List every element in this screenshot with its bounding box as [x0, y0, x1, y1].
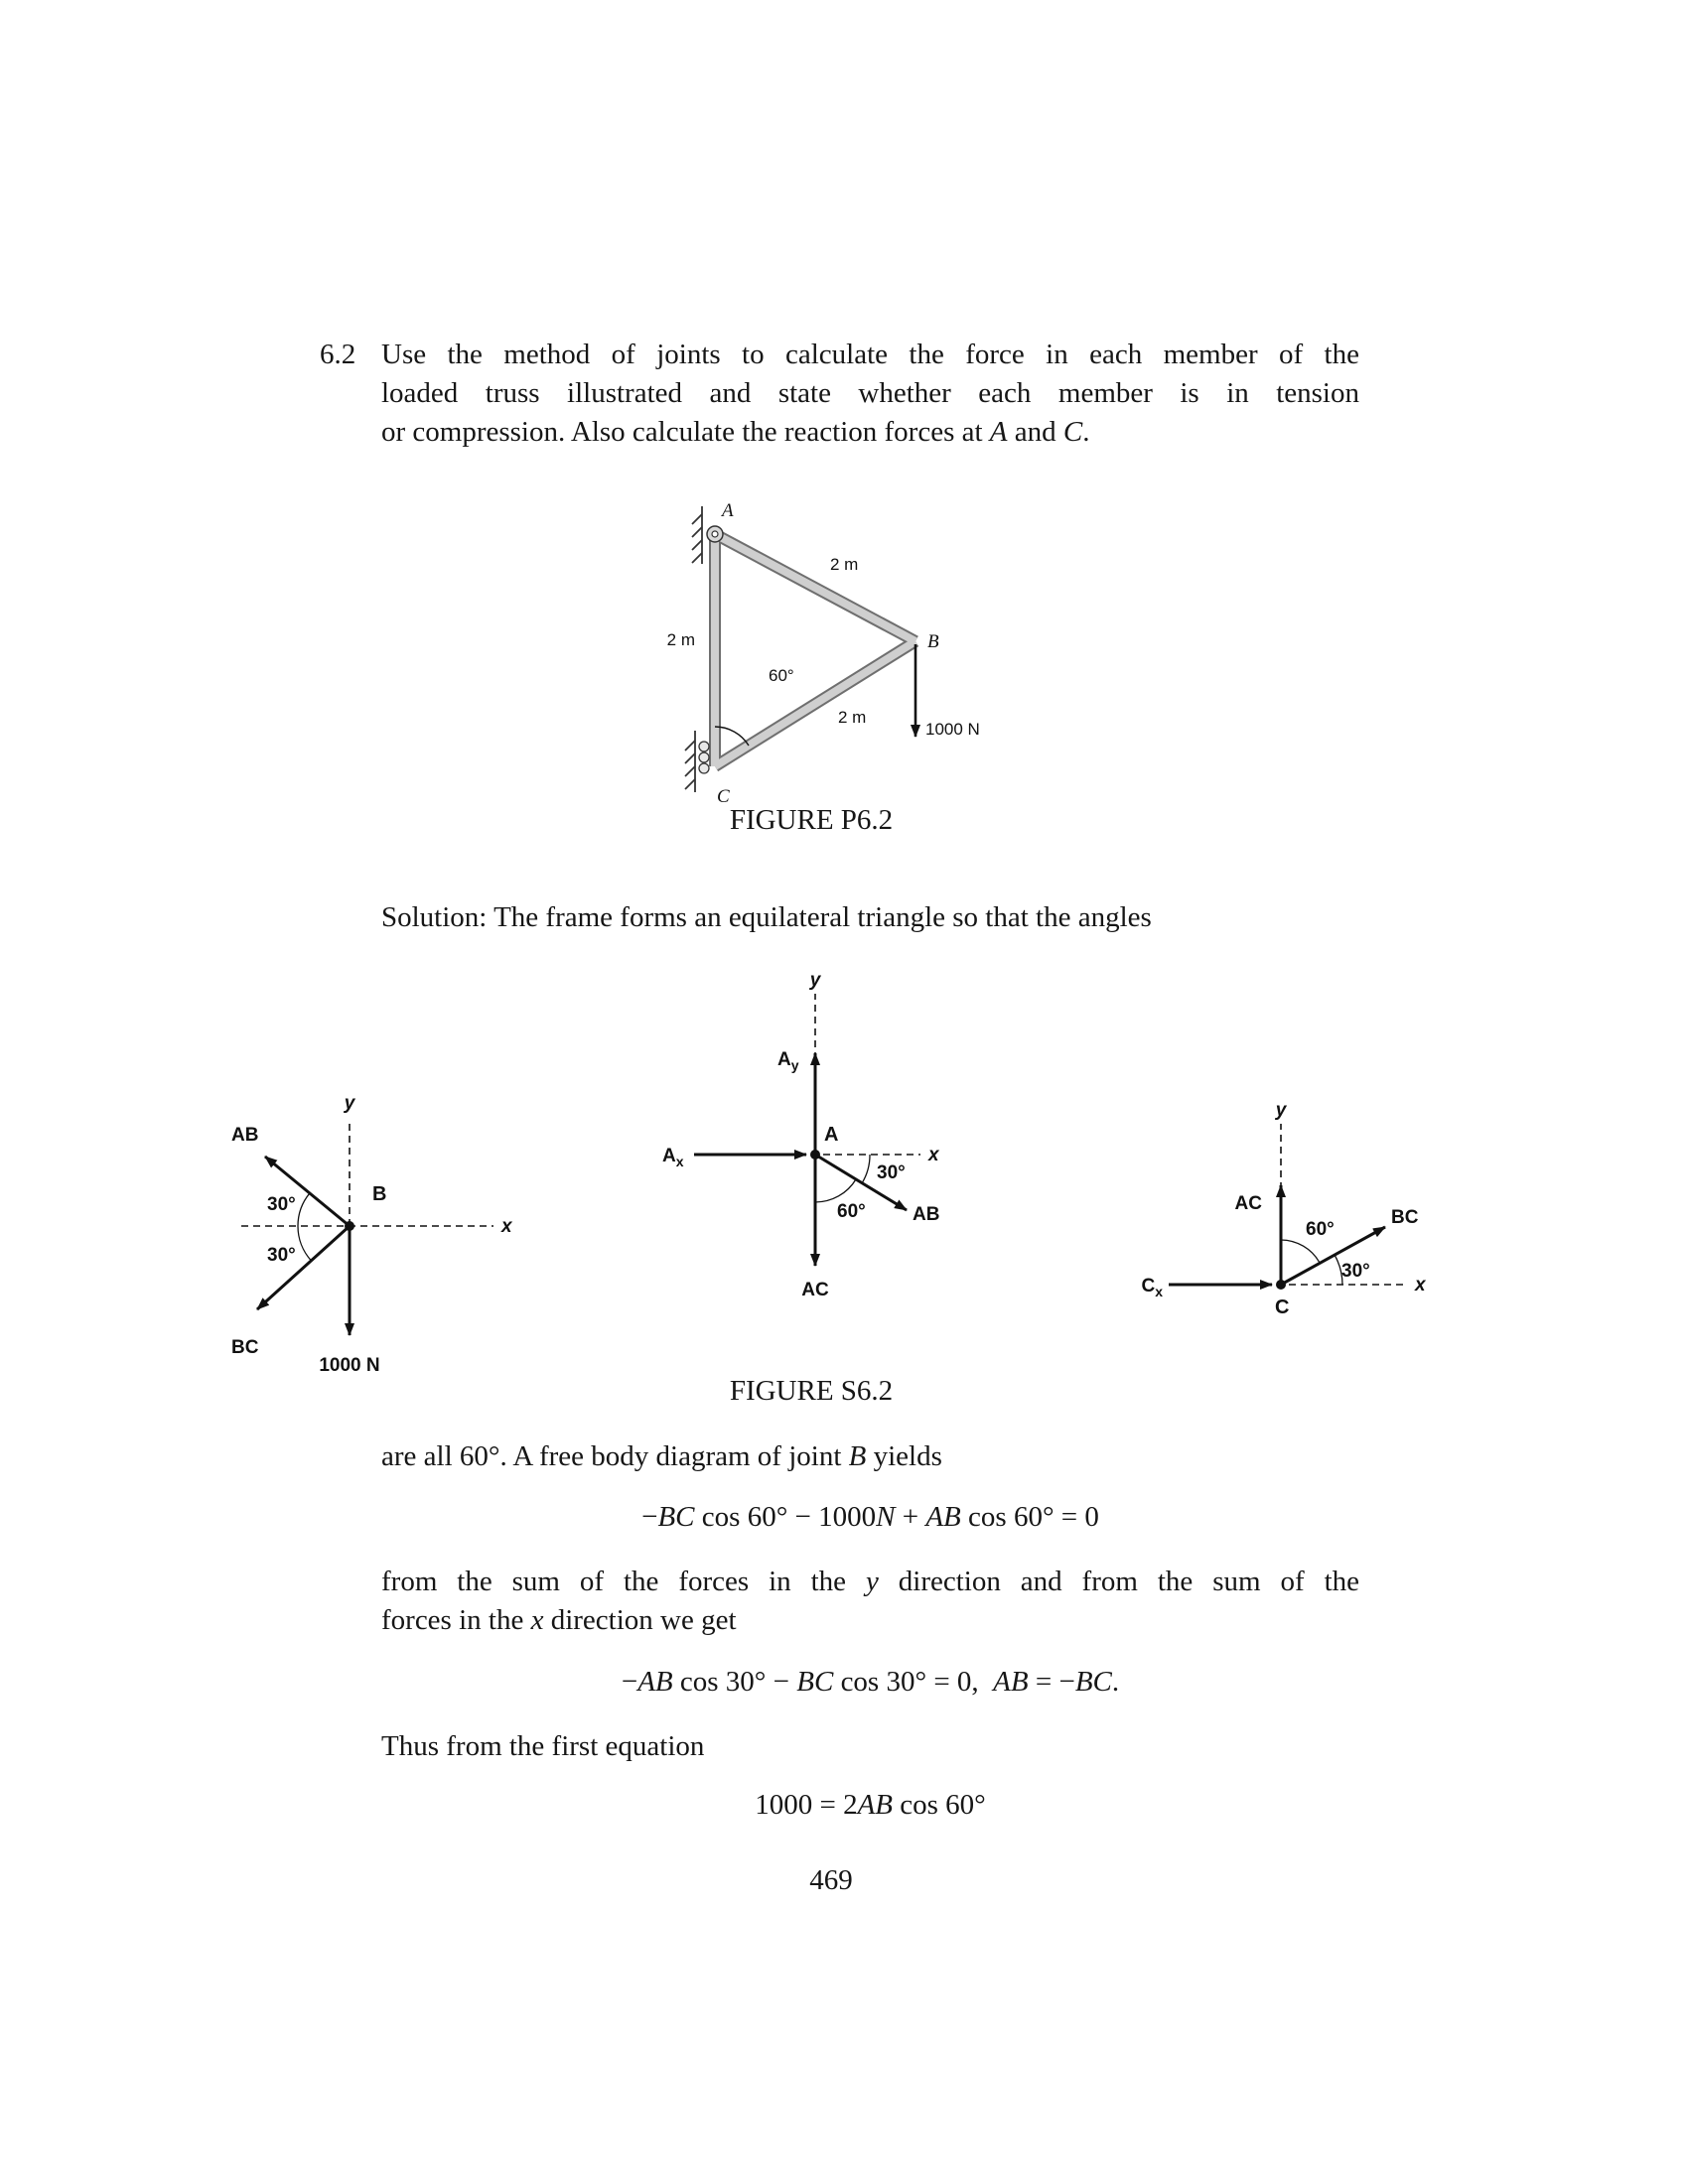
page-number: 469	[809, 1864, 853, 1896]
problem-number: 6.2	[320, 339, 356, 370]
figure-p62-truss-diagram	[655, 482, 1018, 810]
load-label: 1000 N	[319, 1355, 380, 1376]
force-arrow-bc	[257, 1226, 350, 1309]
axis-label-y: y	[809, 970, 821, 991]
fbd-joint-c	[1121, 1096, 1453, 1344]
roller-support-icon	[699, 742, 709, 773]
problem-text	[381, 336, 1359, 452]
force-label-bc: BC	[231, 1337, 259, 1358]
axis-label-y: y	[344, 1093, 355, 1114]
force-arrows	[694, 1053, 907, 1266]
force-label-ac: AC	[1234, 1193, 1262, 1214]
joint-dot	[345, 1221, 354, 1231]
node-label-b: B	[927, 631, 939, 652]
truss-members	[715, 534, 915, 766]
length-label-ac: 2 m	[666, 630, 695, 649]
wall-support-c	[685, 731, 695, 792]
paragraph-sum	[381, 1563, 1359, 1640]
fbd-joint-b	[206, 1089, 520, 1387]
fbd-joint-a	[650, 966, 959, 1315]
force-label-ax: Ax	[662, 1146, 684, 1169]
force-label-ab: AB	[231, 1125, 259, 1146]
length-label-cb: 2 m	[838, 708, 867, 727]
wall-support-a	[692, 506, 702, 564]
angle-label-60: 60°	[837, 1201, 866, 1222]
force-label-cx: Cx	[1141, 1276, 1163, 1299]
text-after-figure: are all 60°. A free body diagram of joint B yields	[381, 1440, 942, 1472]
angle-label-c: 60°	[769, 666, 794, 685]
angle-label-lower: 30°	[267, 1245, 296, 1266]
force-label-bc: BC	[1391, 1207, 1419, 1228]
node-label-a: A	[722, 500, 734, 521]
node-label-c: C	[717, 786, 730, 807]
equation-2: −AB cos 30° − BC cos 30° = 0, AB = −BC.	[621, 1666, 1120, 1698]
pin-support-icon	[707, 526, 723, 542]
angle-label-30: 30°	[1341, 1261, 1370, 1282]
axis-label-y: y	[1275, 1100, 1287, 1121]
solution-intro: Solution: The frame forms an equilateral triangle so that the angles	[381, 901, 1152, 933]
angle-label-60: 60°	[1306, 1219, 1335, 1240]
paragraph-sum-line1: from the sum of the forces in the y direction and from the sum of the	[381, 1566, 1359, 1597]
problem-line1: Use the method of joints to calculate the force in each member of the	[381, 339, 1359, 370]
angle-label-upper: 30°	[267, 1194, 296, 1215]
problem-statement	[320, 336, 1359, 452]
force-arrow-ab	[265, 1157, 350, 1226]
joint-label-b: B	[372, 1183, 387, 1205]
angle-arc-30	[862, 1155, 870, 1183]
figure-s62-caption: FIGURE S6.2	[729, 1375, 894, 1407]
paragraph-sum-line2: forces in the x direction we get	[381, 1604, 737, 1636]
axis-label-x: x	[928, 1145, 939, 1165]
force-label-ay: Ay	[777, 1049, 799, 1073]
angle-label-30: 30°	[877, 1162, 906, 1183]
angle-arc-60	[815, 1179, 856, 1202]
text-thus: Thus from the first equation	[381, 1730, 705, 1762]
angle-arc-lower	[298, 1226, 311, 1261]
equation-1: −BC cos 60° − 1000N + AB cos 60° = 0	[641, 1501, 1099, 1533]
joint-label-a: A	[824, 1124, 839, 1146]
load-label: 1000 N	[925, 720, 980, 739]
angle-arc-60	[1281, 1240, 1320, 1263]
length-label-ab: 2 m	[830, 555, 859, 574]
axis-label-x: x	[501, 1216, 512, 1237]
axis-label-x: x	[1415, 1275, 1426, 1296]
angle-arc-upper	[298, 1193, 310, 1226]
problem-line3: or compression. Also calculate the reaction forces at A and C.	[381, 416, 1090, 448]
joint-dot	[1276, 1280, 1286, 1290]
joint-dot	[810, 1150, 820, 1160]
figure-p62-caption: FIGURE P6.2	[729, 804, 894, 836]
force-label-ac: AC	[801, 1280, 829, 1300]
problem-line2: loaded truss illustrated and state whether each member is in tension	[381, 377, 1359, 409]
force-label-ab: AB	[913, 1204, 940, 1225]
equation-3: 1000 = 2AB cos 60°	[755, 1789, 986, 1821]
joint-label-c: C	[1275, 1297, 1290, 1318]
